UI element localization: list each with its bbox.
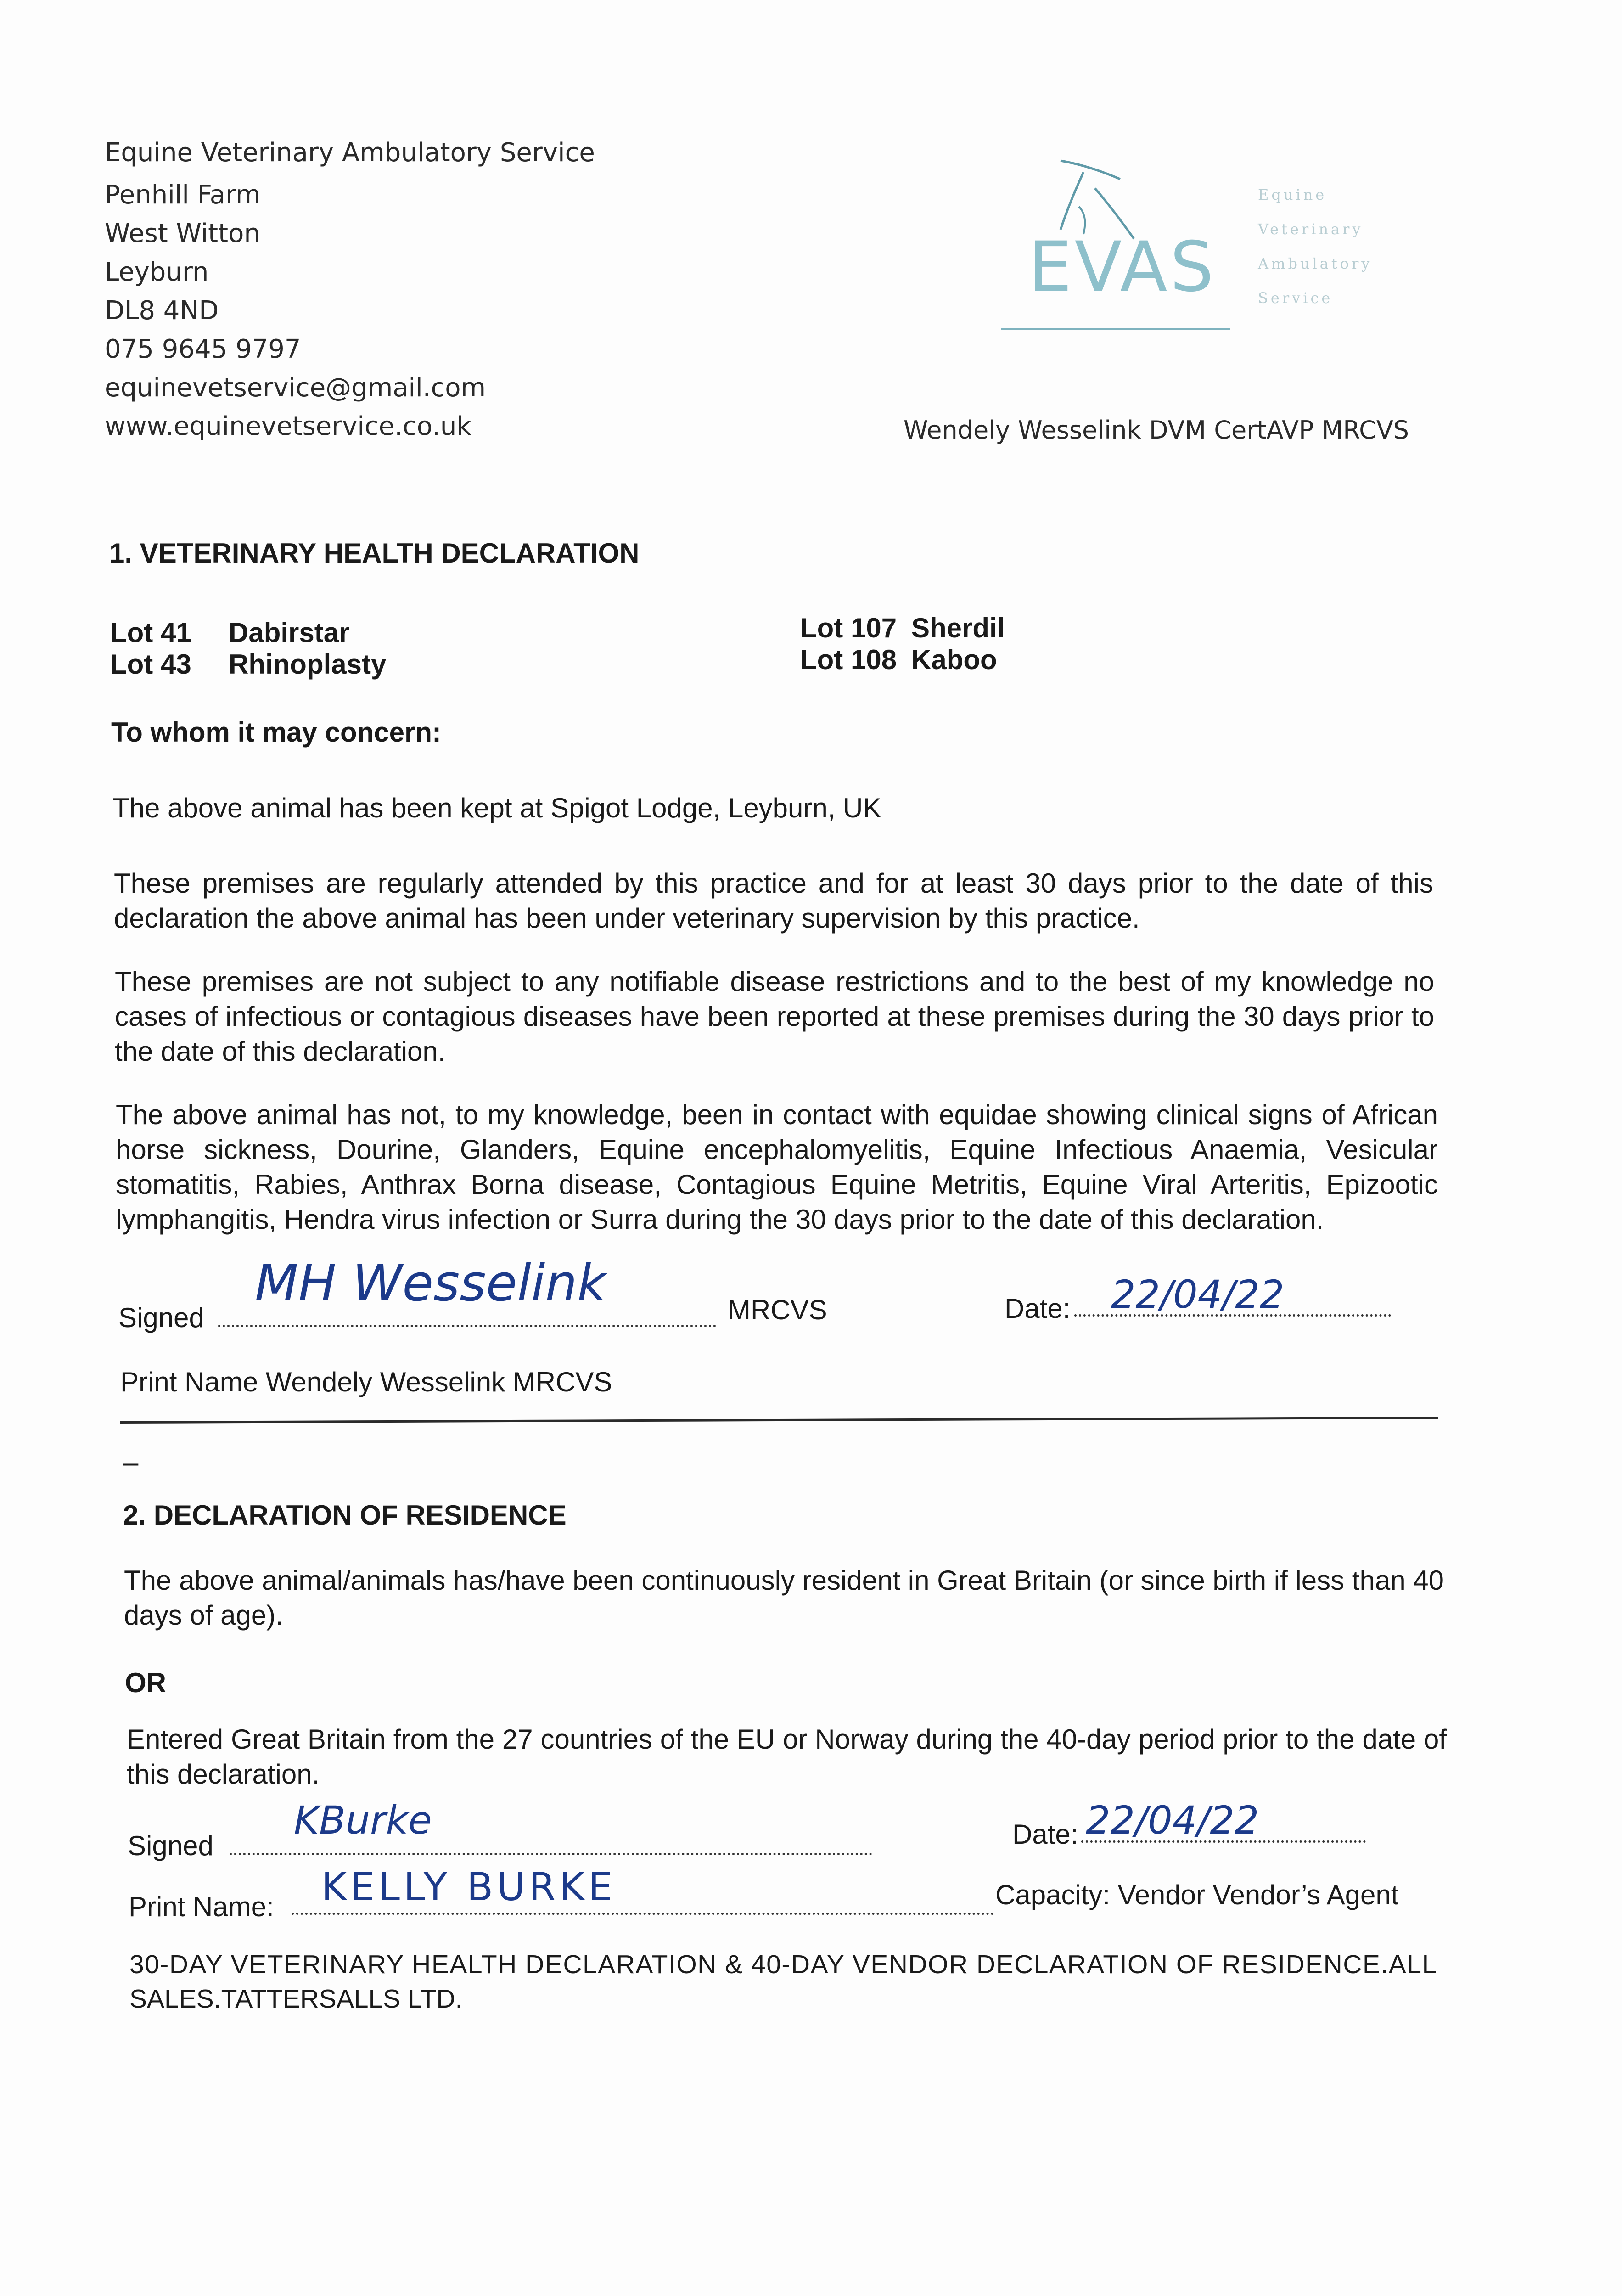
date-label: Date: [1012, 1819, 1078, 1850]
logo-underline [1001, 328, 1230, 330]
logo-word: Ambulatory [1258, 255, 1373, 272]
postcode: DL8 4ND [105, 296, 219, 326]
contact-paragraph: The above animal has not, to my knowledge, been in contact with equidae showing clinical signs of African horse sickness, Dourine, Glanders, Equine encephalomyelitis, Equine Infectious Anaemia, Vesicular stomatitis, Rabies, Anthrax Borna disease, Contagious Equine Metritis, Equine Viral Arteritis, Epizootic lymphangitis, Hendra virus infection or Surra during the 30 days prior to the date of this declaration. [116, 1099, 1438, 1235]
date-handwritten: 22/04/22 [1086, 1798, 1259, 1843]
address-line: West Witton [105, 219, 260, 248]
evas-logo [1001, 152, 1396, 344]
logo-word: Equine [1258, 186, 1327, 203]
website-link: www.equinevetservice.co.uk [105, 411, 471, 441]
lot-number: Lot 108 [800, 644, 897, 675]
vendor-name-handwritten: KELLY BURKE [321, 1864, 617, 1909]
vet-signature: MH Wesselink [255, 1254, 606, 1312]
address-line: Leyburn [105, 257, 209, 287]
or-label: OR [125, 1667, 166, 1698]
capacity: Capacity: Vendor Vendor’s Agent [995, 1880, 1399, 1910]
print-name-label: Print Name: [129, 1891, 274, 1922]
logo-text: EVAS [1028, 227, 1217, 307]
footer-line: 30-DAY VETERINARY HEALTH DECLARATION & 40-DAY VENDOR DECLARATION OF RESIDENCE.ALL [129, 1950, 1437, 1979]
address-line: Penhill Farm [105, 180, 261, 210]
logo-word: Service [1258, 289, 1333, 307]
horse-name: Sherdil [911, 613, 1005, 643]
disease-restrictions-paragraph: These premises are not subject to any notifiable disease restrictions and to the best of my knowledge no cases of infectious or contagious diseases have been reported at these premises during the 30 days prior to the date of this declaration. [115, 966, 1434, 1067]
premises-statement: The above animal has been kept at Spigot Lodge, Leyburn, UK [112, 793, 881, 823]
signature-line [230, 1853, 872, 1855]
salutation: To whom it may concern: [111, 717, 441, 748]
section-divider [120, 1417, 1438, 1424]
horse-name: Kaboo [911, 644, 997, 675]
phone-number: 075 9645 9797 [105, 334, 301, 364]
lot-number: Lot 43 [110, 649, 191, 680]
signed-label: Signed [128, 1830, 213, 1861]
signed-label: Signed [118, 1302, 204, 1333]
vet-credentials: Wendely Wesselink DVM CertAVP MRCVS [904, 416, 1409, 445]
date-handwritten: 22/04/22 [1111, 1272, 1285, 1317]
entry-paragraph: Entered Great Britain from the 27 countries of the EU or Norway during the 40-day period prior to the date of this declaration. [127, 1724, 1447, 1790]
section2-heading: 2. DECLARATION OF RESIDENCE [123, 1500, 567, 1531]
lot-number: Lot 107 [800, 613, 897, 643]
signed-suffix: MRCVS [728, 1294, 827, 1325]
date-label: Date: [1005, 1293, 1071, 1324]
email-address: equinevetservice@gmail.com [105, 373, 486, 403]
horse-name: Rhinoplasty [229, 649, 387, 680]
signature-line [218, 1325, 716, 1327]
vendor-signature: KBurke [294, 1798, 432, 1843]
print-name-line [292, 1913, 994, 1915]
logo-word: Veterinary [1258, 220, 1364, 238]
horse-name: Dabirstar [229, 617, 350, 648]
lot-number: Lot 41 [110, 617, 191, 648]
print-name: Print Name Wendely Wesselink MRCVS [120, 1367, 612, 1397]
footer-line: SALES.TATTERSALLS LTD. [129, 1984, 463, 2014]
practice-name: Equine Veterinary Ambulatory Service [105, 138, 595, 168]
residence-paragraph: The above animal/animals has/have been continuously resident in Great Britain (or since birth if less than 40 days of age). [124, 1565, 1444, 1631]
section1-heading: 1. VETERINARY HEALTH DECLARATION [109, 538, 640, 568]
divider-dash: – [123, 1447, 139, 1478]
supervision-paragraph: These premises are regularly attended by this practice and for at least 30 days prior to the date of this declaration the above animal has been under veterinary supervision by this practice. [114, 868, 1433, 934]
